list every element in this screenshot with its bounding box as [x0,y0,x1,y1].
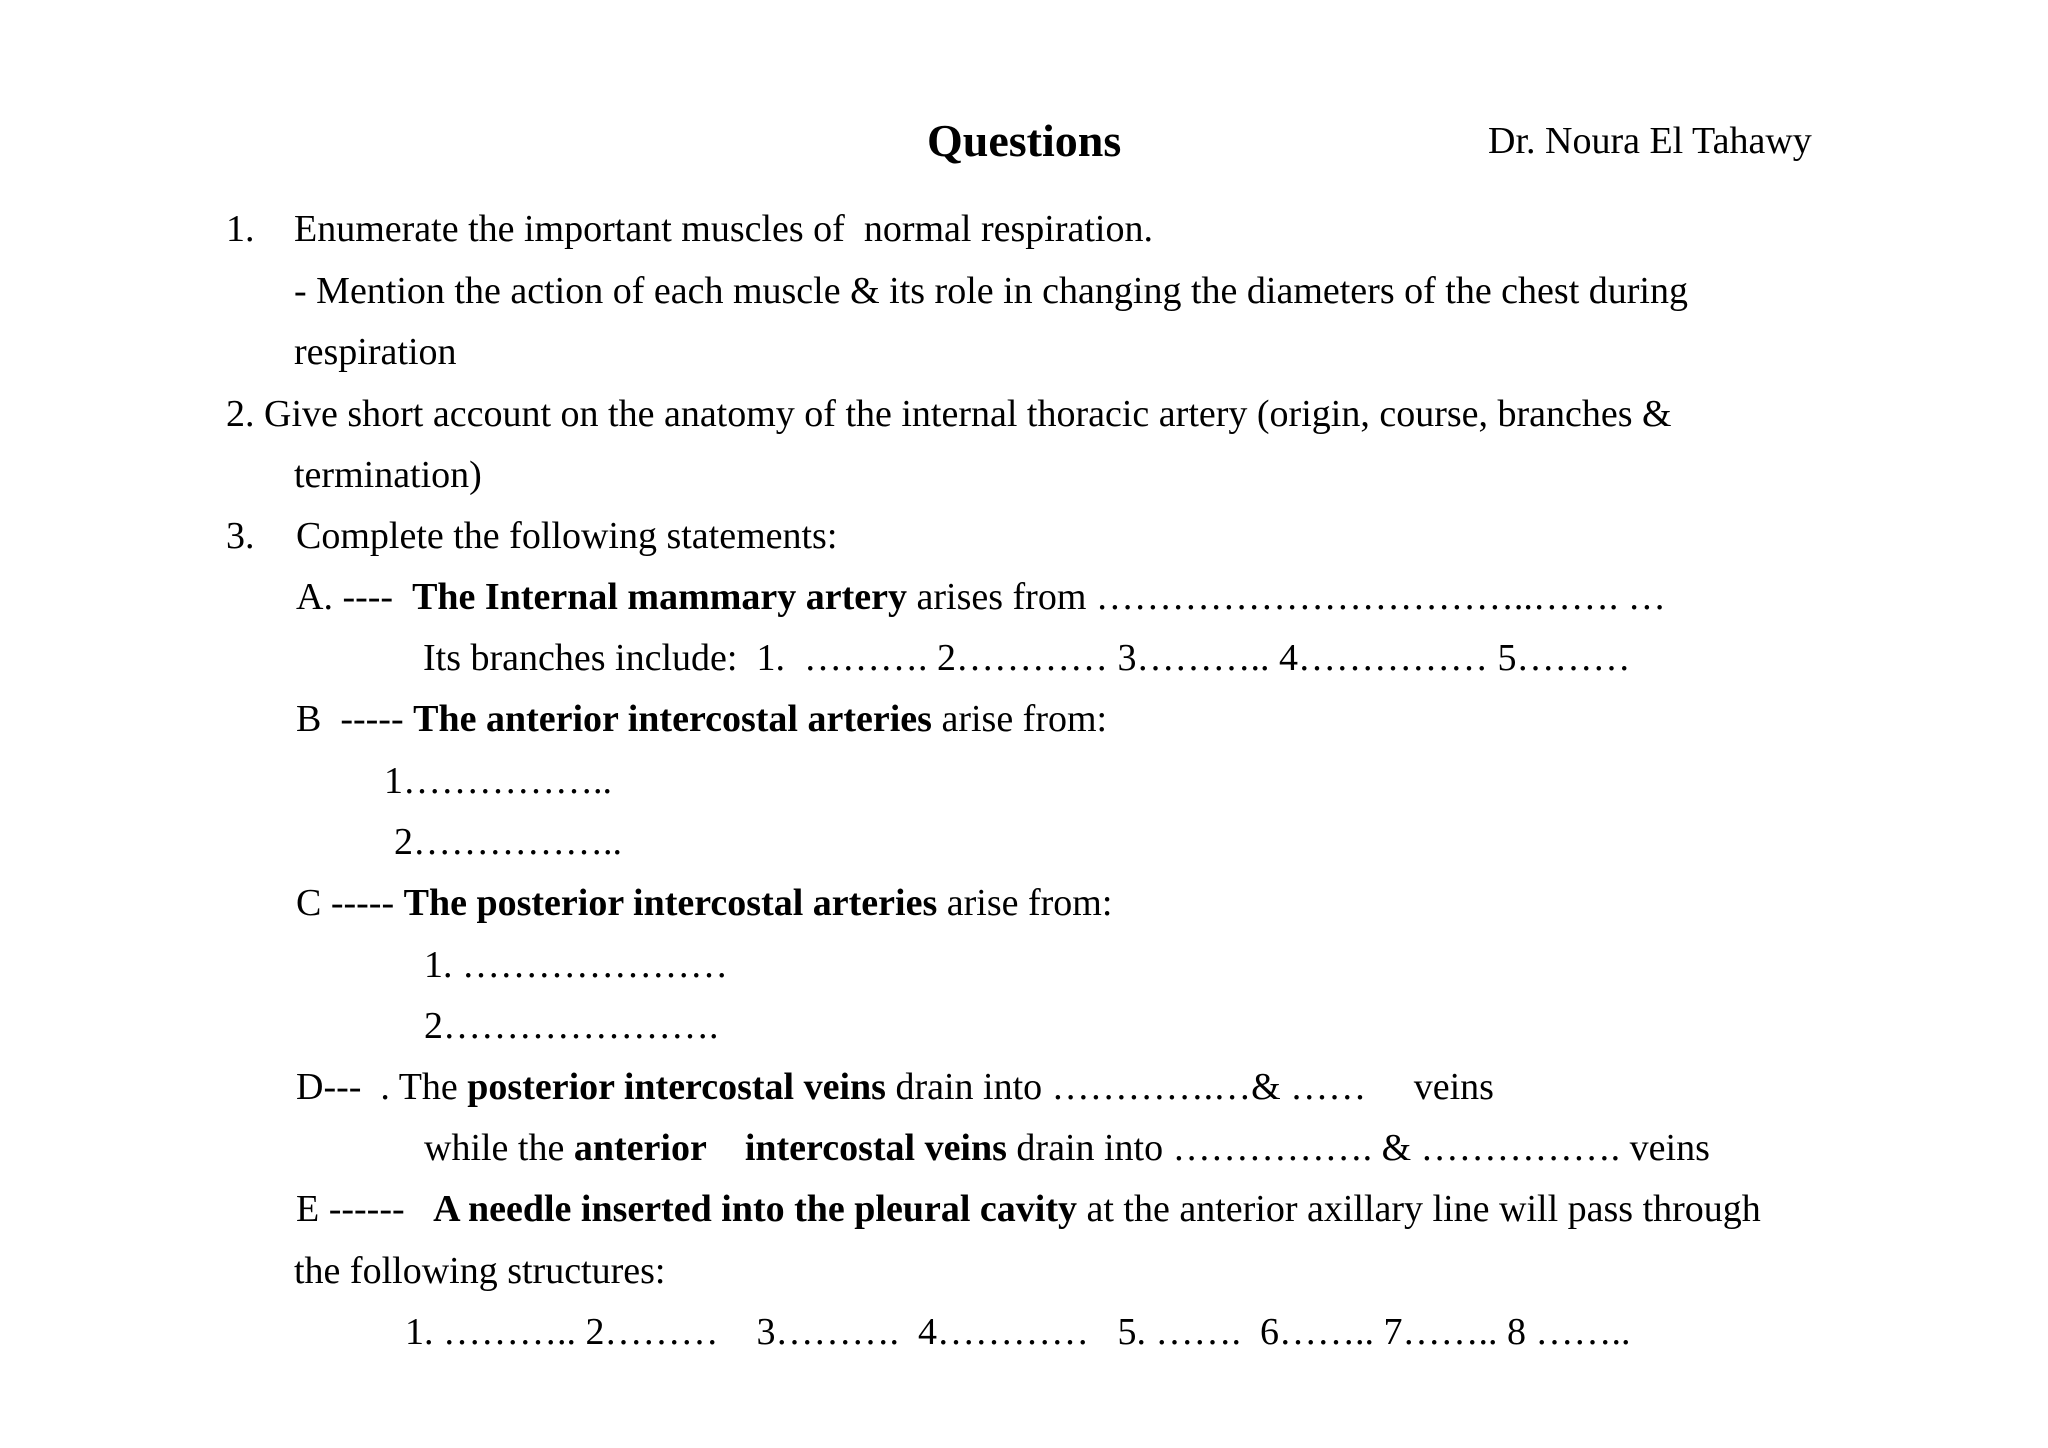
statement-d-line-2 [424,1129,1710,1167]
statement-a-rest: arises from ……………………………..……. … [907,576,1666,618]
statement-e [296,1190,1761,1228]
statement-b-item-1: 1…………….. [384,760,612,802]
statement-b [296,700,1107,738]
statement-e-items: 1. ……….. 2……… 3………. 4………… 5. ……. 6…….. 7…….. 8 …….. [405,1311,1631,1353]
statement-b-rest: arise from: [931,698,1108,740]
statement-c [296,884,1112,922]
statement-c-item-1: 1. ………………… [424,944,728,986]
statement-d-subject: posterior intercostal veins [467,1066,886,1108]
question-2-text: 2. Give short account on the anatomy of the internal thoracic artery (origin, course, branches & [226,393,1672,435]
question-2-continued: termination) [294,454,482,496]
statement-c-rest: arise from: [937,882,1113,924]
question-1-number: 1. [226,208,255,250]
statement-b-subject: The anterior intercostal arteries [413,698,932,740]
statement-e-rest: at the anterior axillary line will pass through [1076,1188,1761,1230]
statement-d-prefix: D--- . The [296,1066,468,1108]
statement-d [296,1068,1494,1106]
statement-c-prefix: C ----- [296,882,404,924]
question-1-text: Enumerate the important muscles of normal respiration. [294,208,1153,250]
question-1-sub-continued: respiration [294,331,457,373]
statement-d-line2-bold-1: anterior [573,1127,707,1169]
question-3-text: Complete the following statements: [296,515,838,557]
statement-e-continued: the following structures: [294,1250,666,1292]
statement-a-prefix: A. ---- [296,576,413,618]
statement-e-subject: A needle inserted into the pleural cavity [433,1188,1077,1230]
statement-c-item-2: 2…………………. [424,1005,719,1047]
question-1-sub: - Mention the action of each muscle & its role in changing the diameters of the chest during [294,270,1688,312]
question-3-number: 3. [226,515,255,557]
statement-d-line2-prefix: while the [424,1127,574,1169]
page-title: Questions [927,115,1122,166]
author-name: Dr. Noura El Tahawy [1488,120,1812,162]
statement-b-item-2: 2…………….. [394,821,622,863]
statement-a-subject: The Internal mammary artery [412,576,907,618]
statement-b-prefix: B ----- [296,698,414,740]
statement-d-rest: drain into ………….…& …… veins [885,1066,1494,1108]
statement-d-line2-gap [707,1127,745,1169]
statement-d-line2-bold-2: intercostal veins [744,1127,1007,1169]
statement-a [296,578,1666,616]
statement-d-line2-rest: drain into ……………. & ……………. veins [1006,1127,1710,1169]
statement-c-subject: The posterior intercostal arteries [403,882,938,924]
statement-a-branches: Its branches include: 1. ………. 2………… 3……….. 4…………… 5……… [423,637,1631,679]
statement-e-prefix: E ------ [296,1188,434,1230]
